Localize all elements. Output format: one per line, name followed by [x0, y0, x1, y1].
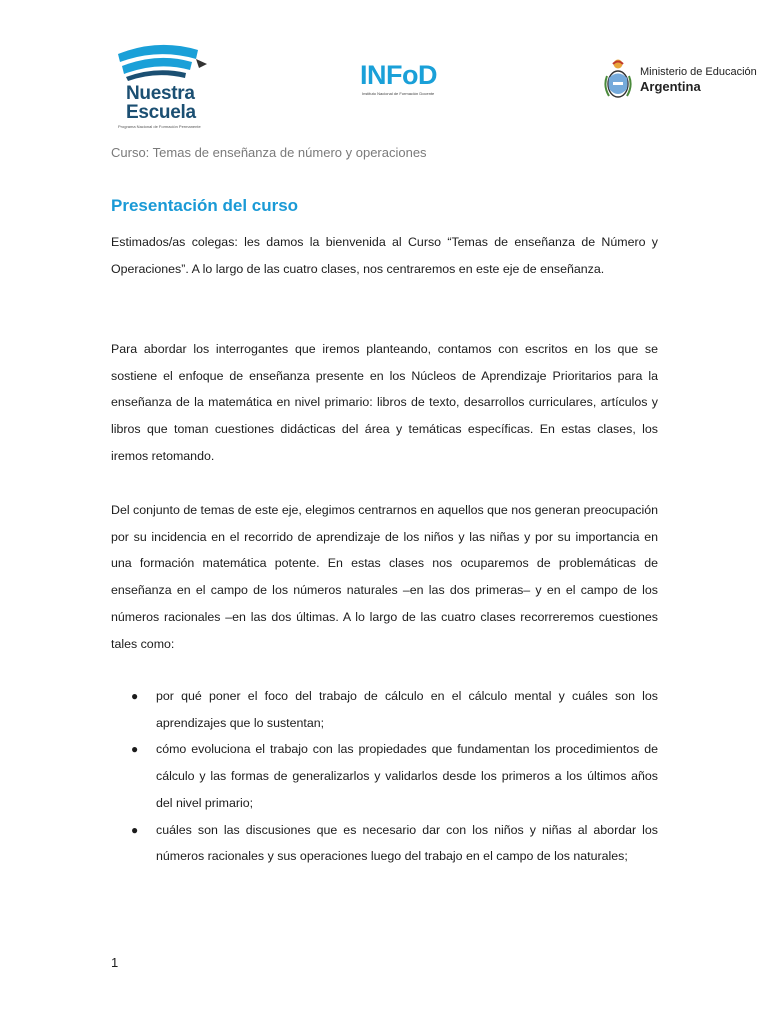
- bullet-icon: ●: [131, 742, 139, 757]
- infod-logo: [360, 62, 460, 102]
- paragraph-2: Para abordar los interrogantes que iremos planteando, contamos con escritos en los que se sostiene el enfoque de enseñanza presente en los Núcleos de Aprendizaje Prioritarios para la enseñanza de la matemática en nivel primario: libros de texto, desarrollos curriculares, artículos y libros que toman cuestiones didácticas del área y temáticas específicas. En estas clases, los iremos retomando.: [111, 342, 658, 463]
- nuestra-escuela-line1: Nuestra: [126, 83, 195, 104]
- list-item-text: cómo evoluciona el trabajo con las propiedades que fundamentan los procedimientos de cálculo y las formas de generalizarlos y validarlos desde los primeros a los últimos años del nivel primario;: [156, 742, 658, 810]
- list-item: [111, 817, 658, 870]
- list-item: [111, 683, 658, 736]
- nuestra-escuela-arcs-icon: [112, 40, 212, 82]
- list-item-text: cuáles son las discusiones que es necesario dar con los niños y niñas al abordar los números racionales y sus operaciones luego del trabajo en el campo de los naturales;: [156, 822, 658, 864]
- paragraph-1: Estimados/as colegas: les damos la bienvenida al Curso “Temas de enseñanza de Número y Operaciones”. A lo largo de las cuatro clases, nos centraremos en este eje de enseñanza.: [111, 235, 658, 276]
- section-title: Presentación del curso: [111, 196, 299, 215]
- list-item: [111, 736, 658, 816]
- nuestra-escuela-line2: Escuela: [126, 102, 196, 123]
- infod-subtitle: Instituto Nacional de Formación Docente: [362, 91, 435, 96]
- nuestra-escuela-subtitle: Programa Nacional de Formación Permanente: [118, 124, 201, 129]
- bullet-icon: ●: [131, 689, 139, 703]
- ministerio-line1: Ministerio de Educación: [640, 66, 757, 78]
- course-label: Curso: Temas de enseñanza de número y operaciones: [111, 145, 427, 160]
- page-number: 1: [111, 955, 119, 970]
- nuestra-escuela-logo: [112, 40, 232, 132]
- infod-title: INFoD: [360, 60, 437, 90]
- argentina-coat-of-arms-icon: [603, 56, 633, 102]
- paragraph-3: Del conjunto de temas de este eje, elegimos centrarnos en aquellos que nos generan preocupación por su incidencia en el recorrido de aprendizaje de los niños y las niñas y por su importancia en una formación matemática potente. En estas clases nos ocuparemos de problemáticas de enseñanza en el campo de los números naturales –en las dos primeras– y en el campo de los números racionales –en las dos últimas. A lo largo de las cuatro clases recorreremos cuestiones tales como:: [111, 503, 658, 651]
- ministerio-logo: [601, 56, 757, 104]
- ministerio-line2: Argentina: [640, 79, 701, 94]
- topics-list: [111, 683, 658, 870]
- bullet-icon: ●: [131, 822, 139, 837]
- list-item-text: por qué poner el foco del trabajo de cálculo en el cálculo mental y cuáles son los aprendizajes que lo sustentan;: [156, 689, 658, 730]
